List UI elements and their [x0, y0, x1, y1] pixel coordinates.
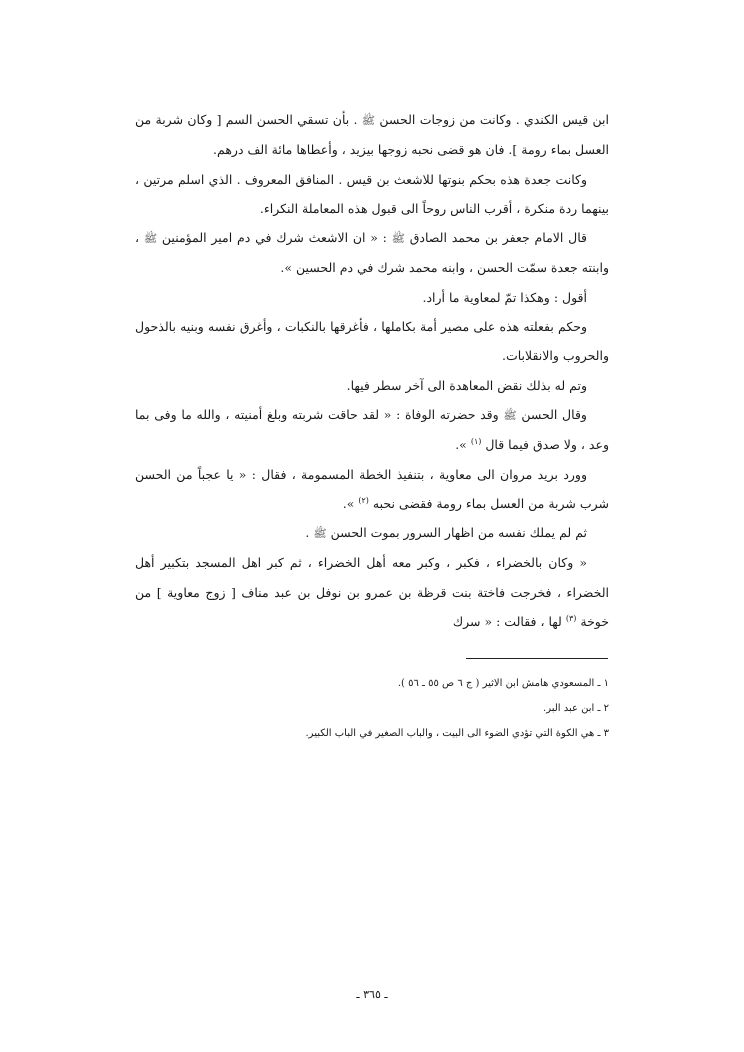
paragraph-9-end: . [305, 525, 310, 541]
footnote-mark-2: (٢) [358, 495, 369, 505]
paragraph-8-text: وورد بريد مروان الى معاوية ، بتنفيذ الخطة المسمومة ، فقال : « يا عجباً من الحسن شرب شربة من العسل بماء رومة فقضى نحبه [135, 466, 609, 511]
paragraph-3 [135, 223, 609, 283]
footnotes-block [135, 671, 609, 746]
honorific-icon: ﷺ [391, 232, 405, 246]
footnote-mark-3: (٣) [565, 613, 577, 623]
paragraph-7 [135, 400, 609, 460]
honorific-icon: ﷺ [503, 408, 517, 422]
paragraph-8-end: ». [342, 495, 355, 511]
paragraph-10-end: لها ، فقالت : « سرك [452, 614, 562, 630]
paragraph-7-end: ». [455, 437, 467, 453]
honorific-icon: ﷺ [143, 232, 158, 246]
paragraph-7-quote: وقد حضرته الوفاة : « لقد حاقت شربته وبلغ أمنيته ، والله ما وفى بما وعد ، ولا صدق فيما قال [135, 406, 609, 453]
paragraph-5: وحكم بفعلته هذه على مصير أمة بكاملها ، فأغرقها بالنكبات ، وأغرق نفسه وبنيه بالذحول والحروب والانقلابات. [135, 319, 609, 364]
footnote-2: ٢ ـ ابن عبد البر. [543, 703, 609, 714]
paragraph-6: وتم له بذلك نقض المعاهدة الى آخر سطر فيها. [346, 377, 587, 393]
honorific-icon: ﷺ [313, 527, 327, 541]
paragraph-3-continuation: ، وابنته جعدة سمّت الحسن ، وابنه محمد شرك في دم الحسين ». [135, 230, 609, 276]
paragraph-1-continuation: . بأن تسقي الحسن السم [ وكان شربة من العسل بماء رومة ]. فان هو قضى نحبه زوجها بيزيد ، وأعطاها مائة الف درهم. [135, 112, 609, 158]
paragraph-10-text: « وكان بالخضراء ، فكبر ، وكبر معه أهل الخضراء ، ثم كبر اهل المسجد بتكبير أهل الخضراء ، فخرجت فاختة بنت قرظة بن عمرو بن نوفل بن عبد مناف [ زوج معاوية ] من خوخة [135, 555, 609, 630]
footnote-divider [466, 658, 608, 659]
paragraph-3-quote: : « ان الاشعث شرك في دم امير المؤمنين [161, 230, 387, 246]
paragraph-8 [135, 460, 609, 519]
footnote-1: ١ ـ المسعودي هامش ابن الاثير ( ج ٦ ص ٥٥ ـ ٥٦ ). [397, 678, 609, 689]
paragraph-4: أقول : وهكذا تمّ لمعاوية ما أراد. [422, 289, 587, 305]
honorific-icon: ﷺ [361, 114, 376, 127]
paragraph-2: وكانت جعدة هذه بحكم بنوتها للاشعث بن قيس . المنافق المعروف . الذي اسلم مرتين ، بينهما ردة منكرة ، أقرب الناس روحاً الى قبول هذه المعاملة النكراء. [135, 171, 609, 216]
paragraph-1 [135, 105, 609, 165]
paragraph-3-text: قال الامام جعفر بن محمد الصادق [409, 230, 587, 246]
main-text-block [135, 105, 609, 636]
paragraph-9-text: ثم لم يملك نفسه من اظهار السرور بموت الحسن [330, 525, 587, 541]
paragraph-9 [135, 518, 609, 548]
page-number: ـ ٣٦٥ ـ [356, 988, 388, 1001]
paragraph-10 [135, 548, 609, 636]
paragraph-7-text: وقال الحسن [521, 406, 587, 422]
paragraph-1-text: ابن قيس الكندي . وكانت من زوجات الحسن [379, 112, 609, 127]
footnote-mark-1: (١) [470, 437, 482, 447]
footnote-3: ٣ ـ هي الكوة التي تؤدي الضوء الى البيت ، والباب الصغير في الباب الكبير. [305, 728, 609, 739]
